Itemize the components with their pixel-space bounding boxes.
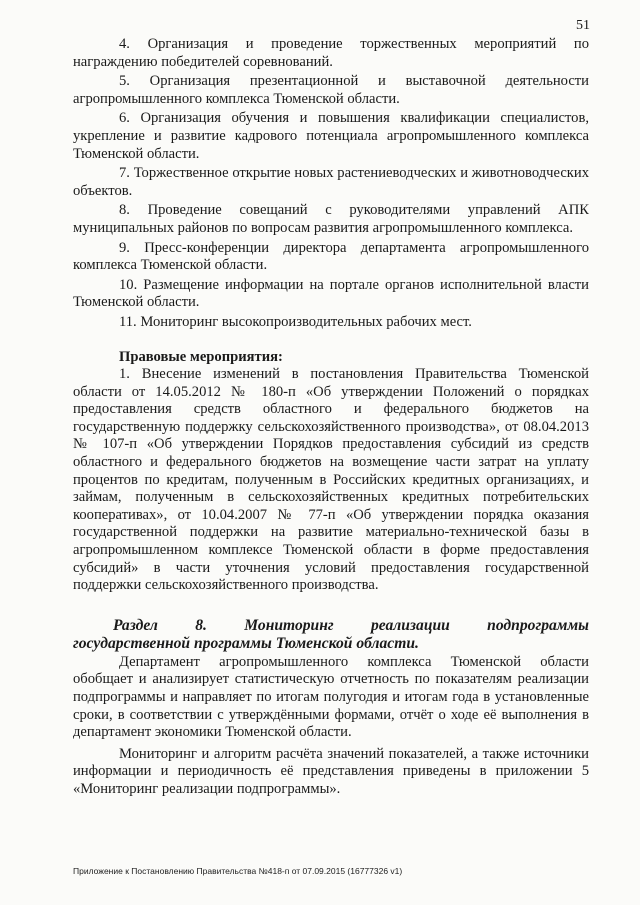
document-body	[73, 36, 589, 799]
section-word: Раздел	[113, 616, 158, 634]
section-word: 8.	[195, 616, 207, 634]
list-item: 8. Проведение совещаний с руководителями управлений АПК муниципальных районов по вопросам развития агропромышленного комплекса.	[73, 202, 589, 236]
page-number: 51	[576, 18, 590, 33]
list-item: 9. Пресс-конференции директора департамента агропромышленного комплекса Тюменской области.	[73, 239, 589, 274]
list-item: 4. Организация и проведение торжественных мероприятий по награждению победителей соревнований.	[73, 36, 589, 70]
list-item: 11. Мониторинг высокопроизводительных рабочих мест.	[119, 313, 472, 330]
section-heading-line2: государственной программы Тюменской области.	[73, 635, 419, 653]
legal-heading: Правовые мероприятия:	[119, 348, 283, 365]
section-word: подпрограммы	[487, 616, 589, 634]
body-paragraph: Департамент агропромышленного комплекса Тюменской области обобщает и анализирует статистическую отчетность по показателям реализации подпрограммы и направляет по итогам полугодия и итогам года в установленные сроки, в соответствии с утверждёнными формами, отчёт о ходе её выполнения в департамент экономики Тюменской области.	[73, 653, 589, 741]
list-item: 10. Размещение информации на портале органов исполнительной власти Тюменской области.	[73, 276, 589, 311]
list-item: 5. Организация презентационной и выставочной деятельности агропромышленного комплекса Тюменской области.	[73, 73, 589, 107]
body-paragraph: Мониторинг и алгоритм расчёта значений показателей, а также источники информации и периодичность её представления приведены в приложении 5 «Мониторинг реализации подпрограммы».	[73, 745, 589, 797]
list-item: 6. Организация обучения и повышения квалификации специалистов, укрепление и развитие кадрового потенциала агропромышленного комплекса Тюменской области.	[73, 110, 589, 162]
list-item: 7. Торжественное открытие новых растениеводческих и животноводческих объектов.	[73, 165, 589, 199]
legal-item: 1. Внесение изменений в постановления Правительства Тюменской области от 14.05.2012 № 180-п «Об утверждении Положений о порядках предоставления средств областного и федерального бюджетов на государственную поддержку сельскохозяйственного производства», от 08.04.2013 № 107-п «Об утверждении Порядков предоставления субсидий из средств областного и федерального бюджетов на возмещение части затрат на уплату процентов по кредитам, полученным в Российских кредитных организациях, и займам, полученным в сельскохозяйственных кредитных потребительских кооперативах», от 10.04.2007 № 77-п «Об утверждении порядка оказания государственной поддержки на развитие материально-технической базы в агропромышленном комплексе Тюменской области в форме предоставления субсидий» в части уточнения условий предоставления государственной поддержки сельскохозяйственного производства.	[73, 366, 589, 594]
section-word: реализации	[370, 616, 450, 634]
section-word: Мониторинг	[244, 616, 334, 634]
section-heading	[73, 617, 589, 654]
footer-note: Приложение к Постановлению Правительства №418-п от 07.09.2015 (16777326 v1)	[73, 866, 403, 876]
